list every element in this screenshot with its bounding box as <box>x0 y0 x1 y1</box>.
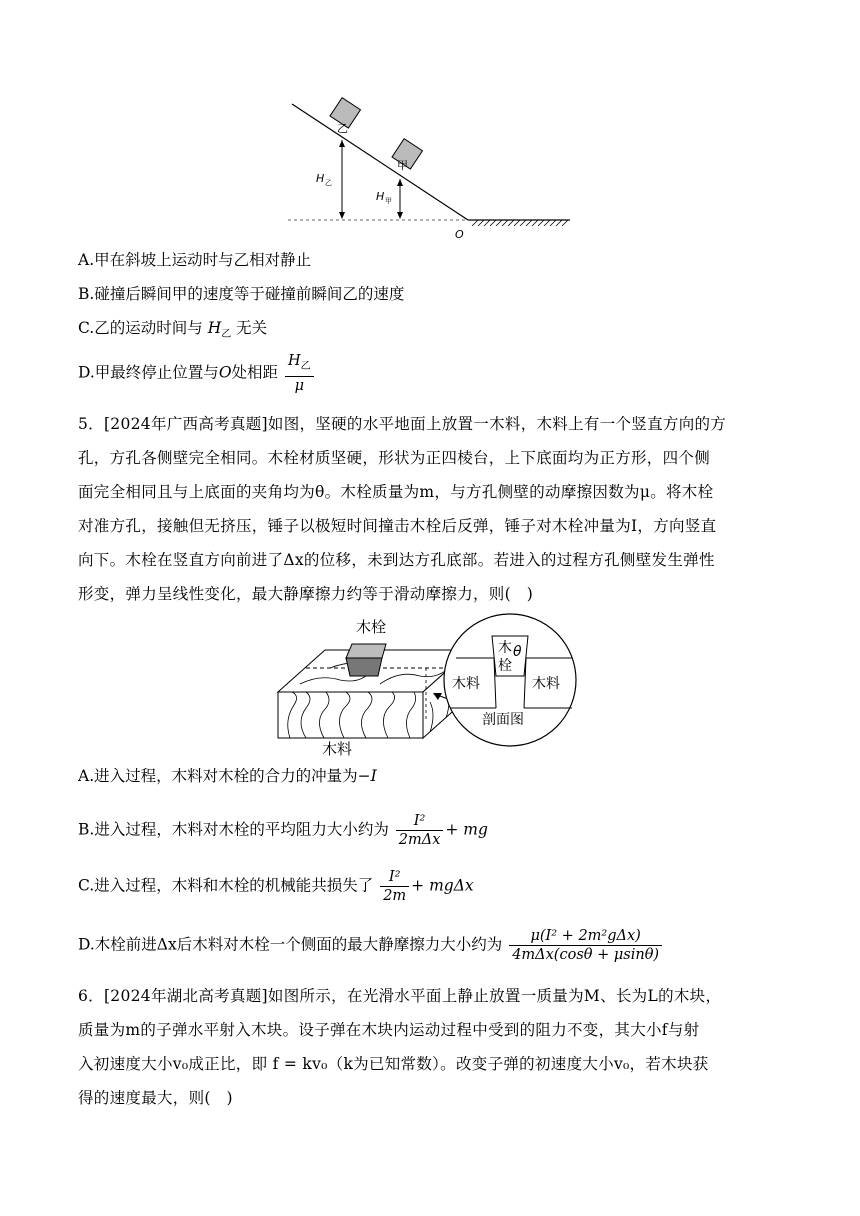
q4-option-a: A.甲在斜坡上运动时与乙相对静止 <box>78 251 312 269</box>
H-jia-sub: 甲 <box>385 197 392 205</box>
q5-option-a-val: −I <box>357 767 377 785</box>
H-yi-label: H <box>316 172 325 185</box>
q5-option-c-den: 2m <box>383 888 407 904</box>
peg-label: 木栓 <box>356 618 387 636</box>
q4-option-d <box>78 352 316 395</box>
section-peg-bottom: 栓 <box>498 658 512 674</box>
q4-option-d-pre: D.甲最终停止位置与 <box>78 363 219 382</box>
q5-option-d-num: μ(I² + 2m²gΔx) <box>509 927 662 946</box>
block-jia-label: 甲 <box>397 159 408 172</box>
q5-option-c-fraction <box>380 868 409 905</box>
q4-option-c-post: 无关 <box>236 319 268 337</box>
q5-option-b-post: + mg <box>445 820 488 839</box>
q5-stem-line-6: 形变，弹力呈线性变化，最大静摩擦力约等于滑动摩擦力，则( ) <box>78 585 534 603</box>
q5-option-b <box>78 812 488 849</box>
q4-option-d-O: O <box>218 363 232 382</box>
q6-stem-line-2: 质量为m的子弹水平射入木块。设子弹在木块内运动过程中受到的阻力不变，其大小f与射 <box>78 1021 700 1039</box>
q4-option-d-fraction <box>285 352 314 395</box>
q4-option-c-H: H <box>207 319 222 337</box>
block-yi-label: 乙 <box>337 122 348 135</box>
H-yi-sub: 乙 <box>325 179 332 187</box>
q4-option-c-sub: 乙 <box>221 329 232 341</box>
q4-option-d-num: H <box>287 353 301 369</box>
q5-option-b-den: 2mΔx <box>398 832 441 848</box>
section-title: 剖面图 <box>482 712 524 728</box>
q5-option-c-post: + mgΔx <box>411 876 474 895</box>
H-jia-label: H <box>376 190 385 203</box>
q5-option-d <box>78 927 664 964</box>
section-theta: θ <box>513 644 522 660</box>
q4-option-c <box>78 318 267 345</box>
q5-option-c-pre: C.进入过程，木料和木栓的机械能共损失了 <box>78 876 374 895</box>
q5-option-d-fraction <box>509 927 662 964</box>
q6-stem-line-1: 6．[2024年湖北高考真题]如图所示，在光滑水平面上静止放置一质量为M、长为L的木块， <box>78 987 722 1005</box>
q5-option-b-pre: B.进入过程，木料对木栓的平均阻力大小约为 <box>78 820 389 839</box>
q5-stem-line-3: 面完全相同且与上底面的夹角均为θ。木栓质量为m，与方孔侧壁的动摩擦因数为μ。将木栓 <box>78 483 714 501</box>
q5-option-d-pre: D.木栓前进Δx后木料对木栓一个侧面的最大静摩擦力大小约为 <box>78 935 503 954</box>
q5-option-c <box>78 868 474 905</box>
q4-option-b: B.碰撞后瞬间甲的速度等于碰撞前瞬间乙的速度 <box>78 285 405 303</box>
q4-option-d-den: μ <box>294 377 305 394</box>
origin-label: O <box>455 228 464 241</box>
q6-stem-line-3: 入初速度大小v₀成正比，即 f = kv₀（k为已知常数）。改变子弹的初速度大小v₀，若木块获 <box>78 1055 709 1073</box>
q5-stem-line-5: 向下。木栓在竖直方向前进了Δx的位移，未到达方孔底部。若进入的过程方孔侧壁发生弹性 <box>78 551 715 569</box>
section-right-wood: 木料 <box>532 676 560 692</box>
q5-option-a-pre: A.进入过程，木料对木栓的合力的冲量为 <box>78 767 358 785</box>
section-peg-top: 木 <box>498 640 512 656</box>
q4-option-d-num-sub: 乙 <box>300 360 311 372</box>
q5-option-c-num: I² <box>380 868 409 887</box>
slope-figure <box>280 96 580 242</box>
q5-stem-line-4: 对准方孔，接触但无挤压，锤子以极短时间撞击木栓后反弹，锤子对木栓冲量为I，方向竖直 <box>78 517 717 535</box>
q5-option-b-num: I² <box>396 812 444 831</box>
q5-stem-line-1: 5．[2024年广西高考真题]如图，坚硬的水平地面上放置一木料，木料上有一个竖直方向的方 <box>78 415 727 433</box>
q5-option-a <box>78 766 377 786</box>
q5-option-d-den: 4mΔx(cosθ + μsinθ) <box>512 947 660 963</box>
section-left-wood: 木料 <box>452 676 480 692</box>
q4-option-c-pre: C.乙的运动时间与 <box>78 319 203 337</box>
wood-peg-figure <box>270 610 600 758</box>
q5-option-b-fraction <box>396 812 444 849</box>
q6-stem-line-4: 得的速度最大，则( ) <box>78 1089 233 1107</box>
q4-option-d-mid: 处相距 <box>231 363 279 382</box>
q5-stem-line-2: 孔，方孔各侧壁完全相同。木栓材质坚硬，形状为正四棱台，上下底面均为正方形，四个侧 <box>78 449 711 467</box>
wood-label: 木料 <box>322 740 353 758</box>
